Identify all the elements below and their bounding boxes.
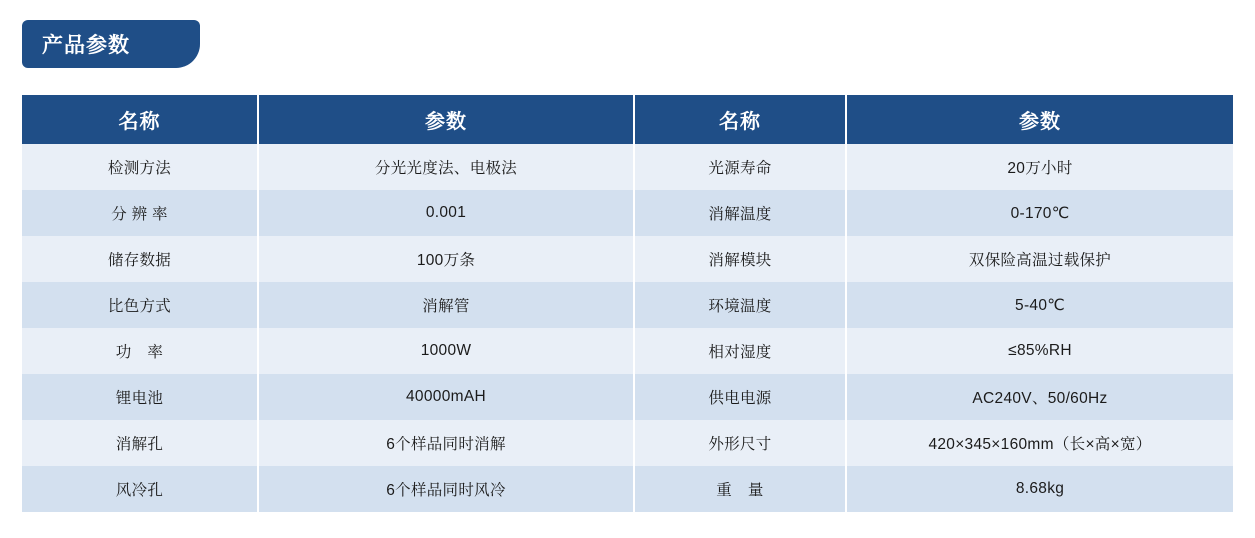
column-header-param-right: 参数 xyxy=(846,95,1233,144)
cell-name-right: 供电电源 xyxy=(634,374,846,420)
cell-value-left: 分光光度法、电极法 xyxy=(258,144,634,190)
table-header xyxy=(22,95,1233,144)
cell-name-right: 消解模块 xyxy=(634,236,846,282)
cell-value-left: 100万条 xyxy=(258,236,634,282)
table-body xyxy=(22,144,1233,512)
cell-value-right: 20万小时 xyxy=(846,144,1233,190)
cell-value-right: 420×345×160mm（长×高×宽） xyxy=(846,420,1233,466)
cell-value-right: 双保险高温过载保护 xyxy=(846,236,1233,282)
table-row xyxy=(22,190,1233,236)
section-title-text: 产品参数 xyxy=(42,34,130,57)
cell-name-right: 光源寿命 xyxy=(634,144,846,190)
table-row xyxy=(22,282,1233,328)
cell-value-right: 5-40℃ xyxy=(846,282,1233,328)
table-row xyxy=(22,328,1233,374)
cell-name-left: 功 率 xyxy=(22,328,258,374)
cell-name-right: 相对湿度 xyxy=(634,328,846,374)
table-row xyxy=(22,236,1233,282)
cell-name-right: 环境温度 xyxy=(634,282,846,328)
cell-name-right: 重 量 xyxy=(634,466,846,512)
cell-value-right: 8.68kg xyxy=(846,466,1233,512)
cell-name-left: 储存数据 xyxy=(22,236,258,282)
cell-name-right: 外形尺寸 xyxy=(634,420,846,466)
cell-value-right: ≤85%RH xyxy=(846,328,1233,374)
table-row xyxy=(22,374,1233,420)
cell-value-right: AC240V、50/60Hz xyxy=(846,374,1233,420)
cell-name-left: 锂电池 xyxy=(22,374,258,420)
cell-name-left: 比色方式 xyxy=(22,282,258,328)
column-header-param-left: 参数 xyxy=(258,95,634,144)
cell-name-left: 分 辨 率 xyxy=(22,190,258,236)
cell-value-right: 0-170℃ xyxy=(846,190,1233,236)
cell-name-left: 检测方法 xyxy=(22,144,258,190)
table-row xyxy=(22,420,1233,466)
cell-name-left: 风冷孔 xyxy=(22,466,258,512)
cell-value-left: 0.001 xyxy=(258,190,634,236)
column-header-name-left: 名称 xyxy=(22,95,258,144)
product-spec-table xyxy=(22,95,1233,512)
cell-name-right: 消解温度 xyxy=(634,190,846,236)
table-row xyxy=(22,144,1233,190)
cell-value-left: 6个样品同时消解 xyxy=(258,420,634,466)
cell-value-left: 消解管 xyxy=(258,282,634,328)
column-header-name-right: 名称 xyxy=(634,95,846,144)
table-row xyxy=(22,466,1233,512)
section-title-pill xyxy=(22,20,200,68)
cell-value-left: 40000mAH xyxy=(258,374,634,420)
cell-name-left: 消解孔 xyxy=(22,420,258,466)
cell-value-left: 6个样品同时风冷 xyxy=(258,466,634,512)
cell-value-left: 1000W xyxy=(258,328,634,374)
table-header-row xyxy=(22,95,1233,144)
